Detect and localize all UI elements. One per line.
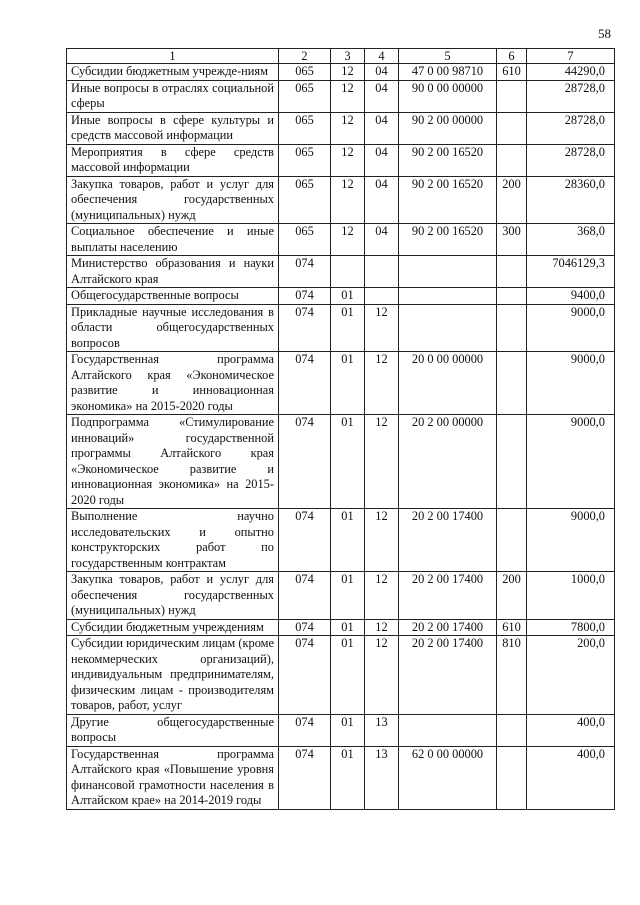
table-row [67, 636, 615, 715]
row-code-cell: 074 [279, 509, 331, 572]
row-section-cell: 01 [331, 572, 365, 620]
table-row [67, 80, 615, 112]
row-subsection-cell: 13 [365, 746, 399, 809]
row-amount-cell: 28728,0 [527, 80, 615, 112]
row-subsection-cell: 04 [365, 64, 399, 81]
row-subsection-cell: 12 [365, 352, 399, 415]
row-amount-cell: 9000,0 [527, 352, 615, 415]
row-expense-type-cell [497, 415, 527, 509]
row-expense-type-cell [497, 714, 527, 746]
row-target-cell: 20 2 00 00000 [399, 415, 497, 509]
row-amount-cell: 400,0 [527, 714, 615, 746]
row-target-cell: 20 0 00 00000 [399, 352, 497, 415]
row-code-cell: 065 [279, 176, 331, 224]
row-expense-type-cell [497, 80, 527, 112]
table-row [67, 619, 615, 636]
column-header: 1 [67, 49, 279, 64]
row-subsection-cell: 12 [365, 619, 399, 636]
row-name-cell: Подпрограмма «Стимулирование инноваций» государственной программы Алтайского края «Экономическое развитие и инновационная экономика» на 2015-2020 годы [67, 415, 279, 509]
row-subsection-cell: 12 [365, 572, 399, 620]
row-expense-type-cell [497, 352, 527, 415]
row-expense-type-cell [497, 144, 527, 176]
row-amount-cell: 28728,0 [527, 144, 615, 176]
row-amount-cell: 368,0 [527, 224, 615, 256]
row-section-cell [331, 256, 365, 288]
row-code-cell: 065 [279, 144, 331, 176]
row-expense-type-cell: 200 [497, 572, 527, 620]
row-section-cell: 01 [331, 304, 365, 352]
row-amount-cell: 28360,0 [527, 176, 615, 224]
row-name-cell: Государственная программа Алтайского края «Экономическое развитие и инновационная экономика» на 2015-2020 годы [67, 352, 279, 415]
row-section-cell: 12 [331, 112, 365, 144]
row-target-cell: 20 2 00 17400 [399, 619, 497, 636]
row-code-cell: 074 [279, 256, 331, 288]
row-target-cell [399, 714, 497, 746]
table-row [67, 144, 615, 176]
row-name-cell: Мероприятия в сфере средств массовой информации [67, 144, 279, 176]
row-code-cell: 074 [279, 415, 331, 509]
row-code-cell: 074 [279, 636, 331, 715]
row-name-cell: Закупка товаров, работ и услуг для обеспечения государственных (муниципальных) нужд [67, 572, 279, 620]
row-expense-type-cell: 300 [497, 224, 527, 256]
table-row [67, 304, 615, 352]
row-target-cell: 90 2 00 00000 [399, 112, 497, 144]
row-amount-cell: 9000,0 [527, 509, 615, 572]
row-section-cell: 01 [331, 714, 365, 746]
row-expense-type-cell [497, 304, 527, 352]
column-header: 2 [279, 49, 331, 64]
row-section-cell: 01 [331, 288, 365, 305]
row-target-cell: 90 2 00 16520 [399, 224, 497, 256]
page-number: 58 [598, 26, 611, 41]
row-subsection-cell: 04 [365, 112, 399, 144]
row-section-cell: 01 [331, 352, 365, 415]
row-target-cell [399, 304, 497, 352]
budget-table [66, 48, 615, 810]
row-target-cell [399, 288, 497, 305]
row-section-cell: 01 [331, 636, 365, 715]
row-target-cell: 20 2 00 17400 [399, 509, 497, 572]
table-row [67, 352, 615, 415]
table-row [67, 572, 615, 620]
column-header: 6 [497, 49, 527, 64]
column-header: 3 [331, 49, 365, 64]
row-name-cell: Другие общегосударственные вопросы [67, 714, 279, 746]
table-row [67, 224, 615, 256]
row-expense-type-cell: 610 [497, 619, 527, 636]
row-section-cell: 12 [331, 80, 365, 112]
row-expense-type-cell: 610 [497, 64, 527, 81]
row-subsection-cell: 12 [365, 509, 399, 572]
table-row [67, 746, 615, 809]
row-name-cell: Иные вопросы в сфере культуры и средств массовой информации [67, 112, 279, 144]
row-name-cell: Субсидии бюджетным учреждениям [67, 619, 279, 636]
row-name-cell: Общегосударственные вопросы [67, 288, 279, 305]
row-amount-cell: 7800,0 [527, 619, 615, 636]
row-subsection-cell: 12 [365, 415, 399, 509]
row-section-cell: 01 [331, 619, 365, 636]
row-name-cell: Министерство образования и науки Алтайского края [67, 256, 279, 288]
row-section-cell: 12 [331, 176, 365, 224]
row-expense-type-cell [497, 112, 527, 144]
column-header: 7 [527, 49, 615, 64]
row-amount-cell: 9000,0 [527, 304, 615, 352]
row-target-cell: 47 0 00 98710 [399, 64, 497, 81]
row-code-cell: 065 [279, 64, 331, 81]
row-expense-type-cell: 200 [497, 176, 527, 224]
table-row [67, 176, 615, 224]
row-section-cell: 01 [331, 415, 365, 509]
row-expense-type-cell [497, 746, 527, 809]
table-row [67, 112, 615, 144]
row-code-cell: 074 [279, 288, 331, 305]
table-row [67, 288, 615, 305]
row-code-cell: 074 [279, 572, 331, 620]
row-amount-cell: 9000,0 [527, 415, 615, 509]
row-amount-cell: 1000,0 [527, 572, 615, 620]
table-row [67, 509, 615, 572]
table-row [67, 256, 615, 288]
row-target-cell [399, 256, 497, 288]
row-code-cell: 074 [279, 746, 331, 809]
column-header: 5 [399, 49, 497, 64]
table-row [67, 64, 615, 81]
row-name-cell: Субсидии бюджетным учрежде-ниям [67, 64, 279, 81]
row-code-cell: 074 [279, 352, 331, 415]
row-name-cell: Прикладные научные исследования в области общегосударственных вопросов [67, 304, 279, 352]
row-section-cell: 12 [331, 64, 365, 81]
column-header: 4 [365, 49, 399, 64]
row-subsection-cell: 13 [365, 714, 399, 746]
row-section-cell: 12 [331, 224, 365, 256]
row-amount-cell: 44290,0 [527, 64, 615, 81]
row-subsection-cell: 04 [365, 176, 399, 224]
row-code-cell: 074 [279, 619, 331, 636]
row-section-cell: 01 [331, 509, 365, 572]
row-target-cell: 90 2 00 16520 [399, 176, 497, 224]
row-amount-cell: 400,0 [527, 746, 615, 809]
row-subsection-cell: 12 [365, 636, 399, 715]
row-target-cell: 90 2 00 16520 [399, 144, 497, 176]
row-amount-cell: 7046129,3 [527, 256, 615, 288]
table-row [67, 415, 615, 509]
row-amount-cell: 9400,0 [527, 288, 615, 305]
row-subsection-cell: 04 [365, 80, 399, 112]
row-expense-type-cell: 810 [497, 636, 527, 715]
row-section-cell: 01 [331, 746, 365, 809]
table-header-row [67, 49, 615, 64]
row-expense-type-cell [497, 288, 527, 305]
row-name-cell: Выполнение научно исследовательских и опытно конструкторских работ по государственным контрактам [67, 509, 279, 572]
row-target-cell: 20 2 00 17400 [399, 572, 497, 620]
row-subsection-cell: 04 [365, 224, 399, 256]
row-name-cell: Социальное обеспечение и иные выплаты населению [67, 224, 279, 256]
row-code-cell: 074 [279, 304, 331, 352]
row-section-cell: 12 [331, 144, 365, 176]
row-name-cell: Иные вопросы в отраслях социальной сферы [67, 80, 279, 112]
row-expense-type-cell [497, 256, 527, 288]
row-code-cell: 065 [279, 80, 331, 112]
table-row [67, 714, 615, 746]
row-subsection-cell [365, 256, 399, 288]
row-expense-type-cell [497, 509, 527, 572]
row-subsection-cell: 12 [365, 304, 399, 352]
row-subsection-cell [365, 288, 399, 305]
row-subsection-cell: 04 [365, 144, 399, 176]
row-target-cell: 62 0 00 00000 [399, 746, 497, 809]
row-amount-cell: 200,0 [527, 636, 615, 715]
row-name-cell: Государственная программа Алтайского края «Повышение уровня финансовой грамотности населения в Алтайском крае» на 2014-2019 годы [67, 746, 279, 809]
row-name-cell: Субсидии юридическим лицам (кроме некоммерческих организаций), индивидуальным предпринимателям, физическим лицам - производителям товаров, работ, услуг [67, 636, 279, 715]
row-target-cell: 20 2 00 17400 [399, 636, 497, 715]
row-amount-cell: 28728,0 [527, 112, 615, 144]
row-target-cell: 90 0 00 00000 [399, 80, 497, 112]
row-code-cell: 065 [279, 224, 331, 256]
row-code-cell: 074 [279, 714, 331, 746]
row-name-cell: Закупка товаров, работ и услуг для обеспечения государственных (муниципальных) нужд [67, 176, 279, 224]
row-code-cell: 065 [279, 112, 331, 144]
